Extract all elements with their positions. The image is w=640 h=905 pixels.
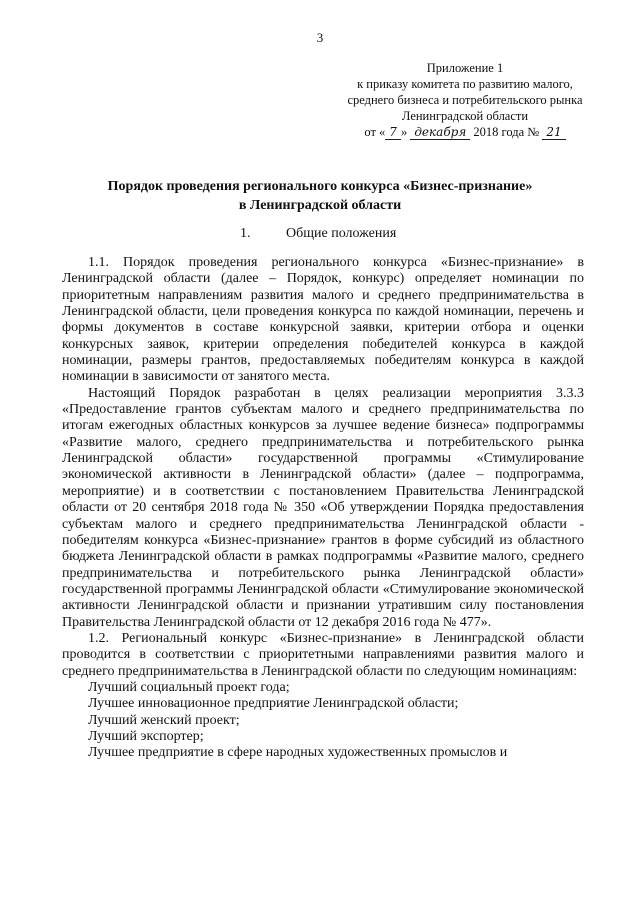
date-month-handwritten: декабря [410, 126, 470, 140]
document-title [60, 177, 580, 215]
order-number-handwritten: 21 [542, 126, 565, 140]
paragraph-1-2: 1.2. Региональный конкурс «Бизнес-признание» в Ленинградской области проводится в соответствии с приоритетными направлениями развития малого и среднего предпринимательства в Ленинградской области по следующим номинациям: [62, 630, 584, 679]
appendix-line-4: Ленинградской области [401, 109, 529, 123]
date-day-handwritten: 7 [385, 126, 401, 140]
nomination-item: Лучшее предприятие в сфере народных художественных промыслов и [88, 745, 508, 761]
nomination-item: Лучший экспортер; [88, 728, 204, 744]
section-heading [240, 226, 396, 242]
page-number: 3 [316, 30, 324, 45]
appendix-line-3: среднего бизнеса и потребительского рынка [347, 93, 583, 107]
body-text [62, 255, 584, 762]
date-prefix: от « [364, 125, 386, 139]
appendix-line-1: Приложение 1 [426, 61, 504, 75]
appendix-date-line [330, 124, 600, 140]
title-line-2: в Ленинградской области [238, 198, 402, 213]
section-number: 1. [240, 226, 251, 241]
nomination-item: Лучший женский проект; [88, 712, 240, 728]
nomination-item: Лучшее инновационное предприятие Ленинградской области; [88, 696, 459, 712]
nomination-item: Лучший социальный проект года; [88, 679, 290, 695]
paragraph-1-1: 1.1. Порядок проведения регионального конкурса «Бизнес-признание» в Ленинградской области (далее – Порядок, конкурс) определяет номинации по приоритетным направлениям развития малого и среднего предпринимательства в Ленинградской области, цели проведения конкурса по каждой номинации, перечень и формы документов в составе конкурсной заявки, критерии отбора и оценки конкурсных заявок, критерии определения победителей конкурса в каждой номинации, размеры грантов, предоставляемых победителям конкурса в каждой номинации в зависимости от занятого места. [62, 255, 584, 385]
title-line-1: Порядок проведения регионального конкурса «Бизнес-признание» [107, 179, 533, 194]
date-sep: » [400, 125, 408, 139]
appendix-block [330, 60, 600, 140]
section-title: Общие положения [286, 226, 397, 241]
paragraph-basis: Настоящий Порядок разработан в целях реализации мероприятия 3.3.3 «Предоставление грантов субъектам малого и среднего предпринимательства по итогам ежегодных областных конкурсов за лучшее ведение бизнеса» подпрограммы «Развитие малого, среднего предпринимательства и потребительского рынка Ленинградской области» государственной программы «Стимулирование экономической активности в Ленинградской области» (далее – подпрограмма, мероприятие) и в соответствии с постановлением Правительства Ленинградской области от 20 сентября 2018 года № 350 «Об утверждении Порядка предоставления субъектам малого и среднего предпринимательства Ленинградской области - победителям конкурса «Бизнес-признание» грантов в форме субсидий из областного бюджета Ленинградской области в рамках подпрограммы «Развитие малого, среднего предпринимательства и потребительского рынка Ленинградской области» государственной программы Ленинградской области «Стимулирование экономической активности Ленинградской области и признании утратившим силу постановления Правительства Ленинградской области от 12 декабря 2016 года № 477». [62, 385, 584, 630]
date-year: 2018 года № [473, 125, 540, 139]
appendix-line-2: к приказу комитета по развитию малого, [357, 77, 573, 91]
